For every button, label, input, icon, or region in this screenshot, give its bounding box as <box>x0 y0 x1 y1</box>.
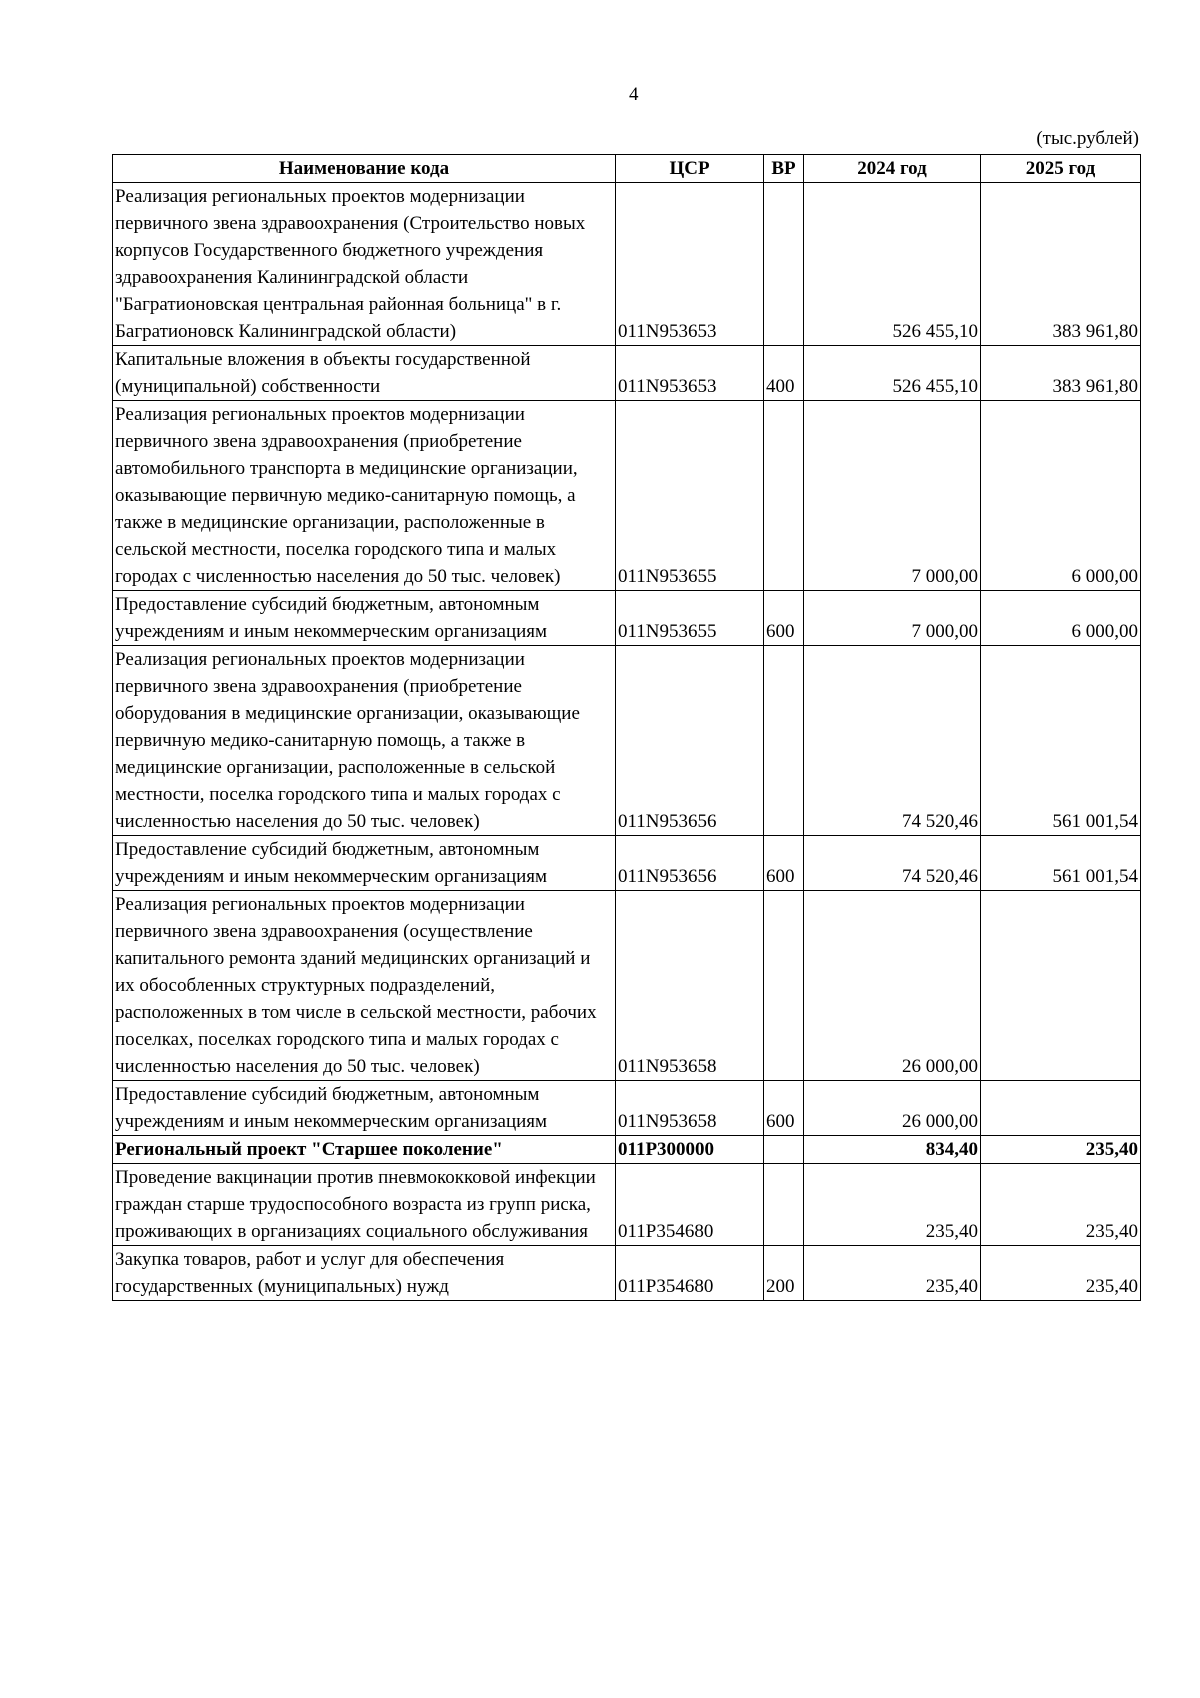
cell-csr: 011N953655 <box>616 401 764 591</box>
cell-vr <box>764 401 804 591</box>
cell-csr: 011P354680 <box>616 1164 764 1246</box>
cell-name: Капитальные вложения в объекты государственной (муниципальной) собственности <box>113 346 616 401</box>
table-row <box>113 891 1141 1081</box>
cell-2025: 235,40 <box>981 1164 1141 1246</box>
cell-csr: 011N953653 <box>616 346 764 401</box>
cell-2025: 235,40 <box>981 1136 1141 1164</box>
cell-name: Предоставление субсидий бюджетным, автономным учреждениям и иным некоммерческим организациям <box>113 836 616 891</box>
header-2025: 2025 год <box>981 155 1141 183</box>
table-row <box>113 591 1141 646</box>
table-row <box>113 1136 1141 1164</box>
cell-vr <box>764 1136 804 1164</box>
cell-2025: 6 000,00 <box>981 401 1141 591</box>
cell-2024: 74 520,46 <box>804 646 981 836</box>
cell-2025: 235,40 <box>981 1246 1141 1301</box>
budget-table <box>112 154 1141 1301</box>
header-name: Наименование кода <box>113 155 616 183</box>
cell-2024: 526 455,10 <box>804 183 981 346</box>
cell-2024: 235,40 <box>804 1164 981 1246</box>
cell-name: Закупка товаров, работ и услуг для обеспечения государственных (муниципальных) нужд <box>113 1246 616 1301</box>
cell-csr: 011N953656 <box>616 836 764 891</box>
table-row <box>113 346 1141 401</box>
cell-2024: 26 000,00 <box>804 1081 981 1136</box>
table-body <box>113 183 1141 1301</box>
cell-vr <box>764 183 804 346</box>
cell-vr <box>764 891 804 1081</box>
cell-csr: 011N953658 <box>616 1081 764 1136</box>
cell-csr: 011N953658 <box>616 891 764 1081</box>
cell-2025 <box>981 891 1141 1081</box>
header-vr: ВР <box>764 155 804 183</box>
cell-csr: 011N953653 <box>616 183 764 346</box>
table-row <box>113 401 1141 591</box>
cell-vr: 600 <box>764 1081 804 1136</box>
cell-2025 <box>981 1081 1141 1136</box>
table-row <box>113 1246 1141 1301</box>
cell-name: Региональный проект "Старшее поколение" <box>113 1136 616 1164</box>
table-row <box>113 1081 1141 1136</box>
header-2024: 2024 год <box>804 155 981 183</box>
page-number: 4 <box>629 84 639 105</box>
cell-name: Реализация региональных проектов модернизации первичного звена здравоохранения (осуществление капитального ремонта зданий медицинских организаций и их обособленных структурных подразделений, расположенных в том числе в сельской местности, рабочих поселках, поселках городского типа и малых городах с численностью населения до 50 тыс. человек) <box>113 891 616 1081</box>
cell-name: Реализация региональных проектов модернизации первичного звена здравоохранения (приобретение автомобильного транспорта в медицинские организации, оказывающие первичную медико-санитарную помощь, а также в медицинские организации, расположенные в сельской местности, поселка городского типа и малых городах с численностью населения до 50 тыс. человек) <box>113 401 616 591</box>
cell-name: Предоставление субсидий бюджетным, автономным учреждениям и иным некоммерческим организациям <box>113 591 616 646</box>
cell-2024: 74 520,46 <box>804 836 981 891</box>
header-csr: ЦСР <box>616 155 764 183</box>
cell-name: Предоставление субсидий бюджетным, автономным учреждениям и иным некоммерческим организациям <box>113 1081 616 1136</box>
cell-csr: 011P300000 <box>616 1136 764 1164</box>
cell-2025: 561 001,54 <box>981 646 1141 836</box>
cell-vr <box>764 1164 804 1246</box>
cell-vr: 600 <box>764 836 804 891</box>
cell-2025: 383 961,80 <box>981 346 1141 401</box>
cell-2025: 6 000,00 <box>981 591 1141 646</box>
cell-name: Проведение вакцинации против пневмококковой инфекции граждан старше трудоспособного возраста из групп риска, проживающих в организациях социального обслуживания <box>113 1164 616 1246</box>
cell-name: Реализация региональных проектов модернизации первичного звена здравоохранения (Строительство новых корпусов Государственного бюджетного учреждения здравоохранения Калининградской области "Багратионовская центральная районная больница" в г. Багратионовск Калининградской области) <box>113 183 616 346</box>
cell-csr: 011N953656 <box>616 646 764 836</box>
table-row <box>113 183 1141 346</box>
cell-vr: 200 <box>764 1246 804 1301</box>
table-header-row <box>113 155 1141 183</box>
cell-2024: 26 000,00 <box>804 891 981 1081</box>
table-row <box>113 836 1141 891</box>
cell-vr: 400 <box>764 346 804 401</box>
cell-2024: 834,40 <box>804 1136 981 1164</box>
cell-csr: 011N953655 <box>616 591 764 646</box>
cell-2024: 7 000,00 <box>804 401 981 591</box>
cell-vr: 600 <box>764 591 804 646</box>
cell-2025: 561 001,54 <box>981 836 1141 891</box>
cell-csr: 011P354680 <box>616 1246 764 1301</box>
cell-2024: 235,40 <box>804 1246 981 1301</box>
cell-name: Реализация региональных проектов модернизации первичного звена здравоохранения (приобретение оборудования в медицинские организации, оказывающие первичную медико-санитарную помощь, а также в медицинские организации, расположенные в сельской местности, поселка городского типа и малых городах с численностью населения до 50 тыс. человек) <box>113 646 616 836</box>
units-label: (тыс.рублей) <box>1036 128 1139 149</box>
cell-2024: 7 000,00 <box>804 591 981 646</box>
table-row <box>113 1164 1141 1246</box>
cell-vr <box>764 646 804 836</box>
cell-2025: 383 961,80 <box>981 183 1141 346</box>
table-row <box>113 646 1141 836</box>
cell-2024: 526 455,10 <box>804 346 981 401</box>
